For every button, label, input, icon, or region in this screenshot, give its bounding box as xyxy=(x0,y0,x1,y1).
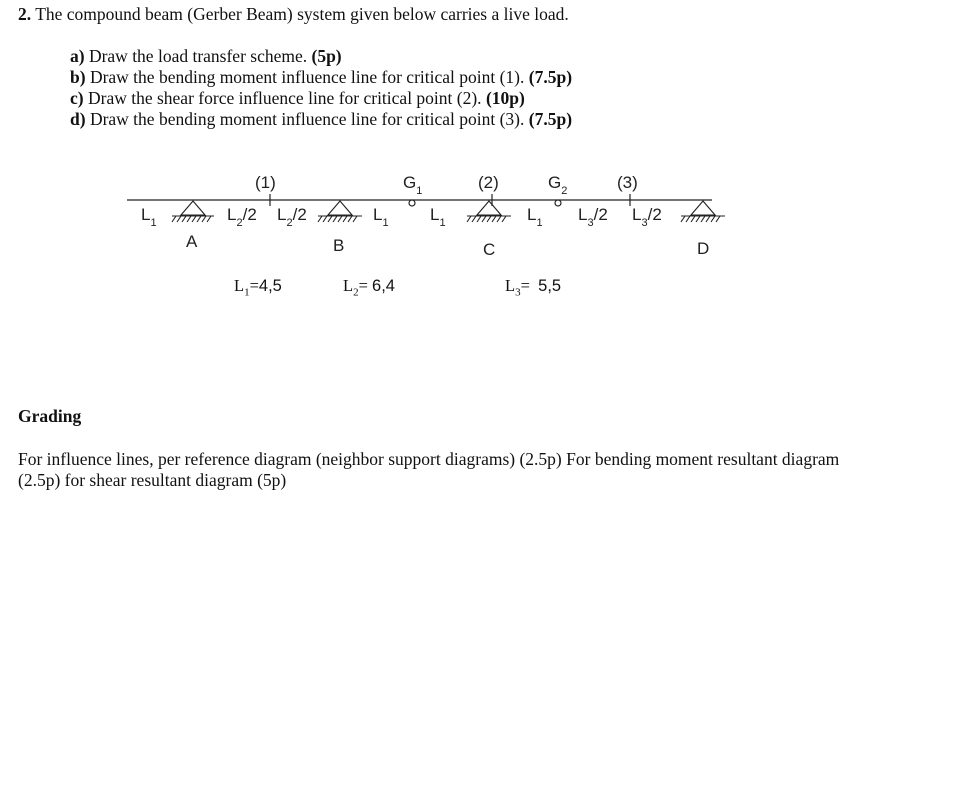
length-l1 xyxy=(234,276,282,298)
span-label: $L_2/2$ xyxy=(277,205,307,229)
part-points: (7.5p) xyxy=(528,67,573,87)
question-parts xyxy=(70,46,572,130)
question-title xyxy=(18,4,569,25)
critical-point-2-label: (2) xyxy=(478,173,499,192)
span-label: $L_2/2$ xyxy=(227,205,257,229)
support-a-icon xyxy=(172,201,214,222)
length-prefix: $L_1=$ xyxy=(234,276,259,299)
part-label: c) xyxy=(70,88,84,108)
length-l3 xyxy=(505,276,561,298)
part-text: Draw the bending moment influence line for critical point (1). xyxy=(89,67,525,87)
part-label: a) xyxy=(70,46,85,66)
span-label: $L_3/2$ xyxy=(578,205,608,229)
support-d-icon xyxy=(681,201,725,222)
length-value: 6,4 xyxy=(372,277,395,295)
span-label: $L_1$ xyxy=(373,205,389,229)
part-d xyxy=(70,109,572,130)
hinge-g1-icon xyxy=(409,200,415,206)
part-points: (10p) xyxy=(485,88,525,108)
length-prefix: $L_3=$ xyxy=(505,276,530,299)
critical-point-1-label: (1) xyxy=(255,173,276,192)
grading-text: For influence lines, per reference diagram (neighbor support diagrams) (2.5p) For bending moment resultant diagram (2.5p) for shear resultant diagram (5p) xyxy=(18,449,840,490)
part-c xyxy=(70,88,572,109)
grading-heading: Grading xyxy=(18,406,82,426)
length-l2 xyxy=(343,276,395,298)
support-d-label: D xyxy=(697,239,710,258)
length-prefix: $L_2=$ xyxy=(343,276,368,299)
support-b-label: B xyxy=(333,236,345,255)
span-label: $L_1$ xyxy=(430,205,446,229)
length-value: 5,5 xyxy=(538,277,562,295)
support-c-label: C xyxy=(483,240,496,259)
question-number: 2. xyxy=(18,4,32,24)
part-a xyxy=(70,46,572,67)
hinge-g2-icon xyxy=(555,200,561,206)
hinge-g2-label: $G_2$ xyxy=(548,173,568,197)
support-b-icon xyxy=(318,201,362,222)
part-b xyxy=(70,67,572,88)
gerber-beam-diagram xyxy=(0,160,954,270)
length-value: 4,5 xyxy=(258,277,282,295)
span-label: $L_1$ xyxy=(527,205,543,229)
part-text: Draw the bending moment influence line for critical point (3). xyxy=(89,109,525,129)
part-points: (7.5p) xyxy=(528,109,573,129)
part-text: Draw the load transfer scheme. xyxy=(88,46,308,66)
critical-point-3-label: (3) xyxy=(617,173,638,192)
question-text: The compound beam (Gerber Beam) system given below carries a live load. xyxy=(35,4,569,24)
part-label: d) xyxy=(70,109,86,129)
hinge-g1-label: $G_1$ xyxy=(403,173,423,197)
part-points: (5p) xyxy=(311,46,342,66)
part-label: b) xyxy=(70,67,86,87)
support-c-icon xyxy=(467,201,511,222)
span-label: $L_3/2$ xyxy=(632,205,662,229)
span-label: $L_1$ xyxy=(141,205,157,229)
part-text: Draw the shear force influence line for critical point (2). xyxy=(87,88,482,108)
support-a-label: A xyxy=(186,232,198,251)
